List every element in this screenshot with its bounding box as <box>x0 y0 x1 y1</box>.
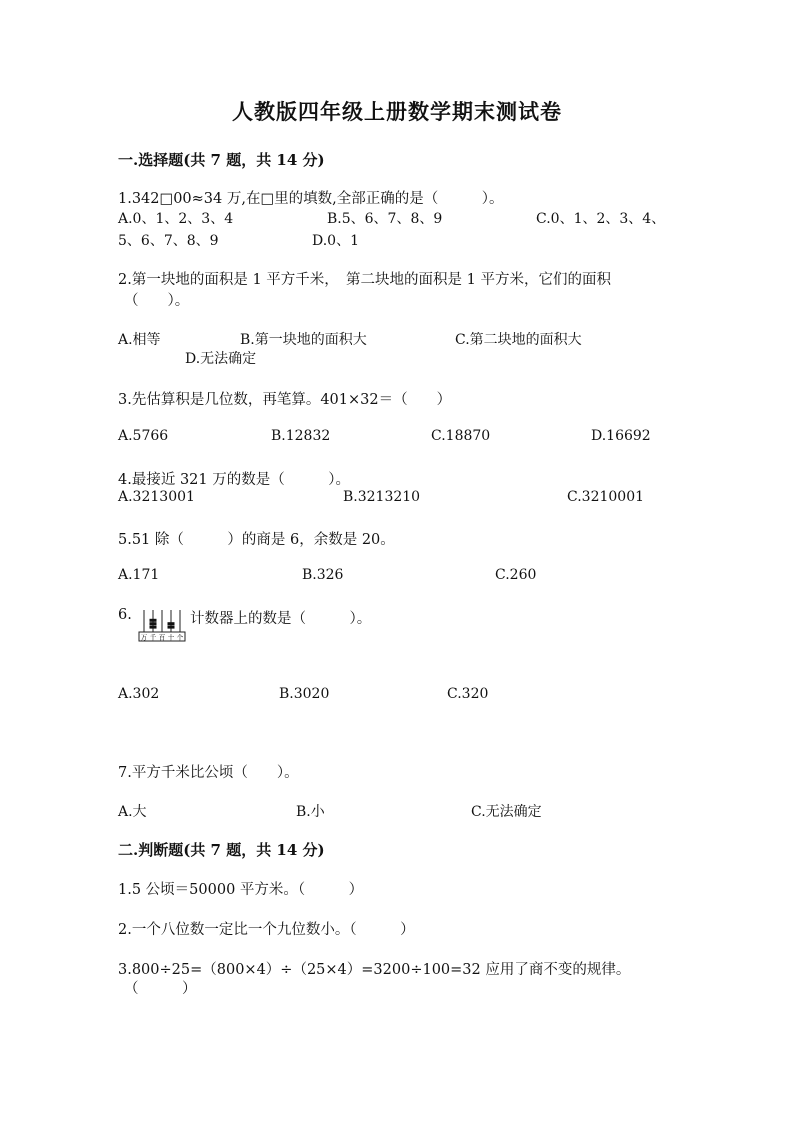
judgment-question-3-continued: （ ） <box>124 981 197 997</box>
section-heading-judgment: 二.判断题(共 7 题，共 14 分) <box>118 841 325 859</box>
question-1-option-c: C.0、1、2、3、4、 <box>536 211 666 227</box>
question-5-option-a: A.171 <box>118 567 160 583</box>
question-6-option-a: A.302 <box>118 686 160 702</box>
question-3-option-c: C.18870 <box>431 428 491 444</box>
question-6-number: 6. <box>118 607 132 623</box>
judgment-question-3: 3.800÷25=（800×4）÷（25×4）=3200÷100=32 应用了商不变的规律。 <box>118 962 631 978</box>
question-1-stem: 1.342□00≈34 万,在□里的填数,全部正确的是（ ）。 <box>118 191 504 207</box>
question-1-option-b: B.5、6、7、8、9 <box>327 211 443 227</box>
abacus-bead <box>150 619 157 622</box>
judgment-question-2: 2.一个八位数一定比一个九位数小。（ ） <box>118 922 415 938</box>
question-3-option-a: A.5766 <box>118 428 169 444</box>
question-1-option-a: A.0、1、2、3、4 <box>118 211 234 227</box>
question-3-option-b: B.12832 <box>271 428 331 444</box>
question-2-option-b: B.第一块地的面积大 <box>240 332 367 348</box>
question-4-option-a: A.3213001 <box>118 489 195 505</box>
abacus-place-label: 万 <box>140 633 148 642</box>
abacus-bead <box>168 622 175 625</box>
judgment-question-1: 1.5 公顷＝50000 平方米。（ ） <box>118 882 364 898</box>
question-7-option-a: A.大 <box>118 804 147 820</box>
question-7-option-c: C.无法确定 <box>471 804 542 820</box>
question-2-option-d: D.无法确定 <box>185 351 257 367</box>
question-4-option-c: C.3210001 <box>567 489 645 505</box>
abacus-place-label: 十 <box>167 633 175 642</box>
abacus-bead <box>150 622 157 625</box>
question-6-option-c: C.320 <box>447 686 489 702</box>
abacus-bead <box>150 626 157 629</box>
abacus-labels <box>141 633 184 642</box>
question-4-stem: 4.最接近 321 万的数是（ ）。 <box>118 472 350 488</box>
question-1-option-d: D.0、1 <box>312 233 359 249</box>
question-3-stem: 3.先估算积是几位数，再笔算。401×32＝（ ） <box>118 392 452 408</box>
question-2-stem-continued: （ ）。 <box>124 293 190 309</box>
question-7-option-b: B.小 <box>296 804 325 820</box>
abacus-place-label: 个 <box>176 633 184 642</box>
question-6-stem: 计数器上的数是（ ）。 <box>190 611 372 627</box>
question-5-stem: 5.51 除（ ）的商是 6，余数是 20。 <box>118 532 395 548</box>
question-6-option-b: B.3020 <box>279 686 330 702</box>
question-5-option-c: C.260 <box>495 567 537 583</box>
abacus-image <box>138 608 186 642</box>
question-4-option-b: B.3213210 <box>343 489 421 505</box>
question-2-option-c: C.第二块地的面积大 <box>455 332 582 348</box>
section-heading-choice: 一.选择题(共 7 题，共 14 分) <box>118 151 325 169</box>
abacus-rods <box>144 610 180 632</box>
abacus-place-label: 百 <box>158 633 166 642</box>
question-2-option-a: A.相等 <box>118 332 161 348</box>
abacus-place-label: 千 <box>149 633 157 642</box>
question-5-option-b: B.326 <box>302 567 344 583</box>
abacus-bead <box>168 626 175 629</box>
question-3-option-d: D.16692 <box>591 428 651 444</box>
page-title: 人教版四年级上册数学期末测试卷 <box>232 99 562 124</box>
question-1-option-c-continued: 5、6、7、8、9 <box>118 233 219 249</box>
question-2-stem: 2.第一块地的面积是 1 平方千米， 第二块地的面积是 1 平方米，它们的面积 <box>118 272 611 288</box>
question-7-stem: 7.平方千米比公顷（ ）。 <box>118 765 299 781</box>
